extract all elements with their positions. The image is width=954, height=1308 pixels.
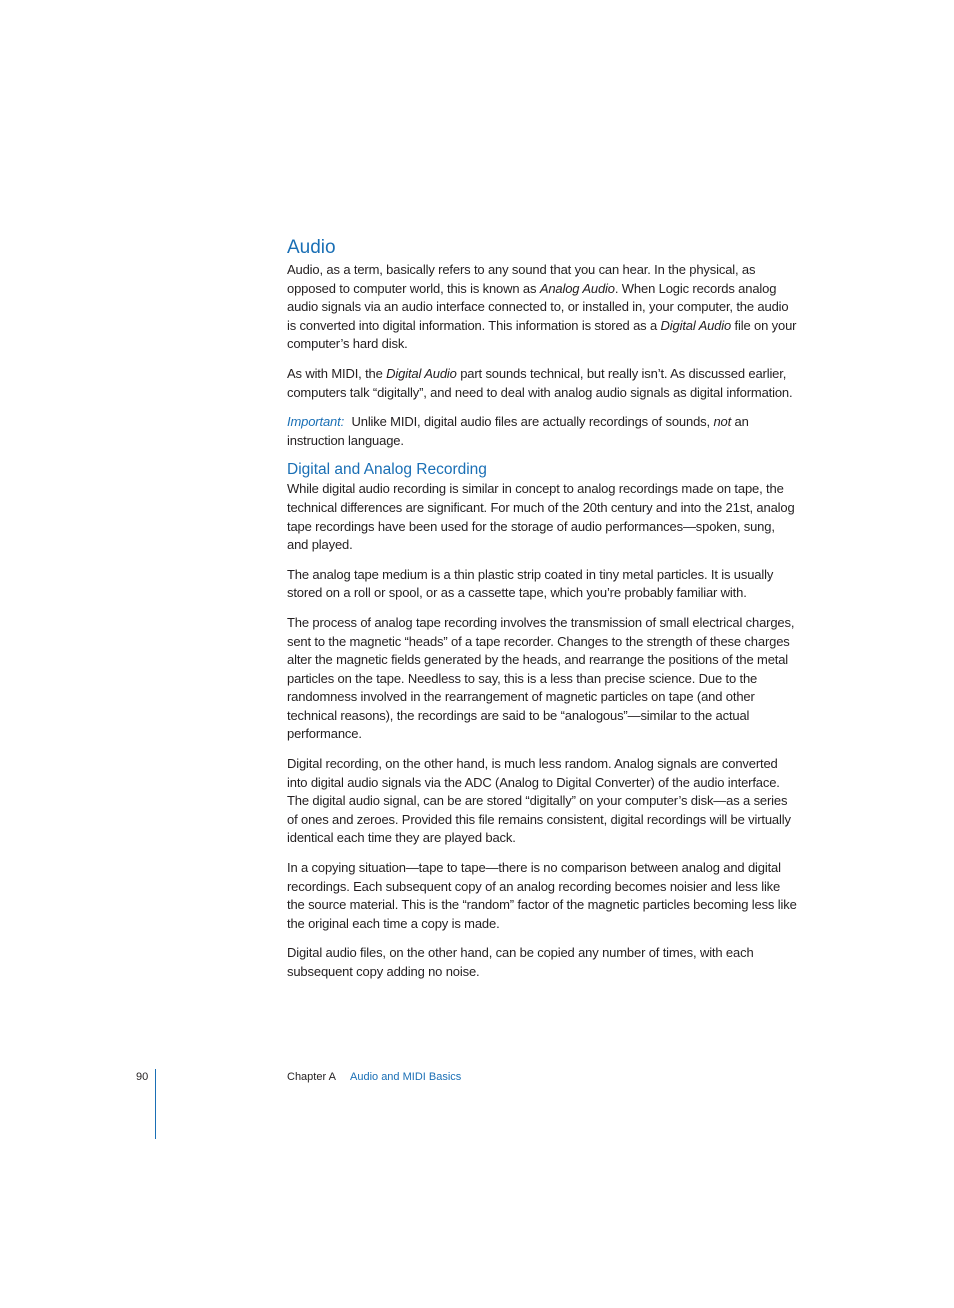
- paragraph-audio-definition: Audio, as a term, basically refers to any sound that you can hear. In the physical, as opposed to computer world, this is known as Analog Audio. When Logic records analog audio signals via an audio interface connected to, or installed in, your computer, the audio is converted into digital information. This information is stored as a Digital Audio file on your computer’s hard disk.: [287, 262, 797, 352]
- paragraph-body: While digital audio recording is similar in concept to analog recordings made on tape, the technical differences are significant. For much of the 20th century and into the 21st, analog tape recordings have been used for the storage of audio performances—spoken, sung, and played.: [287, 481, 795, 553]
- important-label: Important:: [287, 414, 345, 430]
- page-footer: [0, 1071, 954, 1091]
- page-number: 90: [136, 1071, 149, 1083]
- chapter-label: Chapter A: [287, 1071, 336, 1083]
- important-note: Important: Unlike MIDI, digital audio files are actually recordings of sounds, not an instruction language.: [287, 414, 749, 448]
- paragraph-body: The process of analog tape recording involves the transmission of small electrical charges, sent to the magnetic “heads” of a tape recorder. Changes to the strength of these charges alter the magnetic fields generated by the heads, and rearrange the positions of the metal particles on the tape. Needless to say, this is a less than precise science. Due to the randomness involved in the rearrangement of magnetic particles on tape (and other technical reasons), the recordings are said to be “analogous”—similar to the actual performance.: [287, 614, 795, 742]
- subsection-title: Digital and Analog Recording: [287, 461, 487, 479]
- page-content: [287, 236, 799, 993]
- term-digital-audio: Digital Audio: [386, 365, 457, 381]
- paragraph-body: Digital recording, on the other hand, is much less random. Analog signals are converted into digital audio signals via the ADC (Analog to Digital Converter) of the audio interface. The digital audio signal, can be are stored “digitally” on your computer’s disk—as a series of ones and zeroes. Provided this file remains consistent, digital recordings will be virtually identical each time they are played back.: [287, 756, 791, 846]
- chapter-title: Audio and MIDI Basics: [350, 1071, 462, 1083]
- paragraph-body: Digital audio files, on the other hand, can be copied any number of times, with each subsequent copy adding no noise.: [287, 945, 754, 979]
- section-title: Audio: [287, 237, 336, 258]
- term-analog-audio: Analog Audio: [539, 280, 615, 296]
- term-digital-audio: Digital Audio: [660, 317, 732, 333]
- paragraph-body: The analog tape medium is a thin plastic strip coated in tiny metal particles. It is usually stored on a roll or spool, or as a cassette tape, which you’re probably familiar with.: [287, 566, 774, 601]
- paragraph-body: In a copying situation—tape to tape—there is no comparison between analog and digital recordings. Each subsequent copy of an analog recording becomes noisier and less like the source material. This is the “random” factor of the magnetic particles becoming less like the original each time a copy is made.: [287, 860, 797, 931]
- paragraph-midi-comparison: As with MIDI, the Digital Audio part sounds technical, but really isn’t. As discussed earlier, computers talk “digitally”, and need to deal with analog audio signals as digital information.: [287, 365, 793, 400]
- emphasis-not: not: [713, 414, 732, 430]
